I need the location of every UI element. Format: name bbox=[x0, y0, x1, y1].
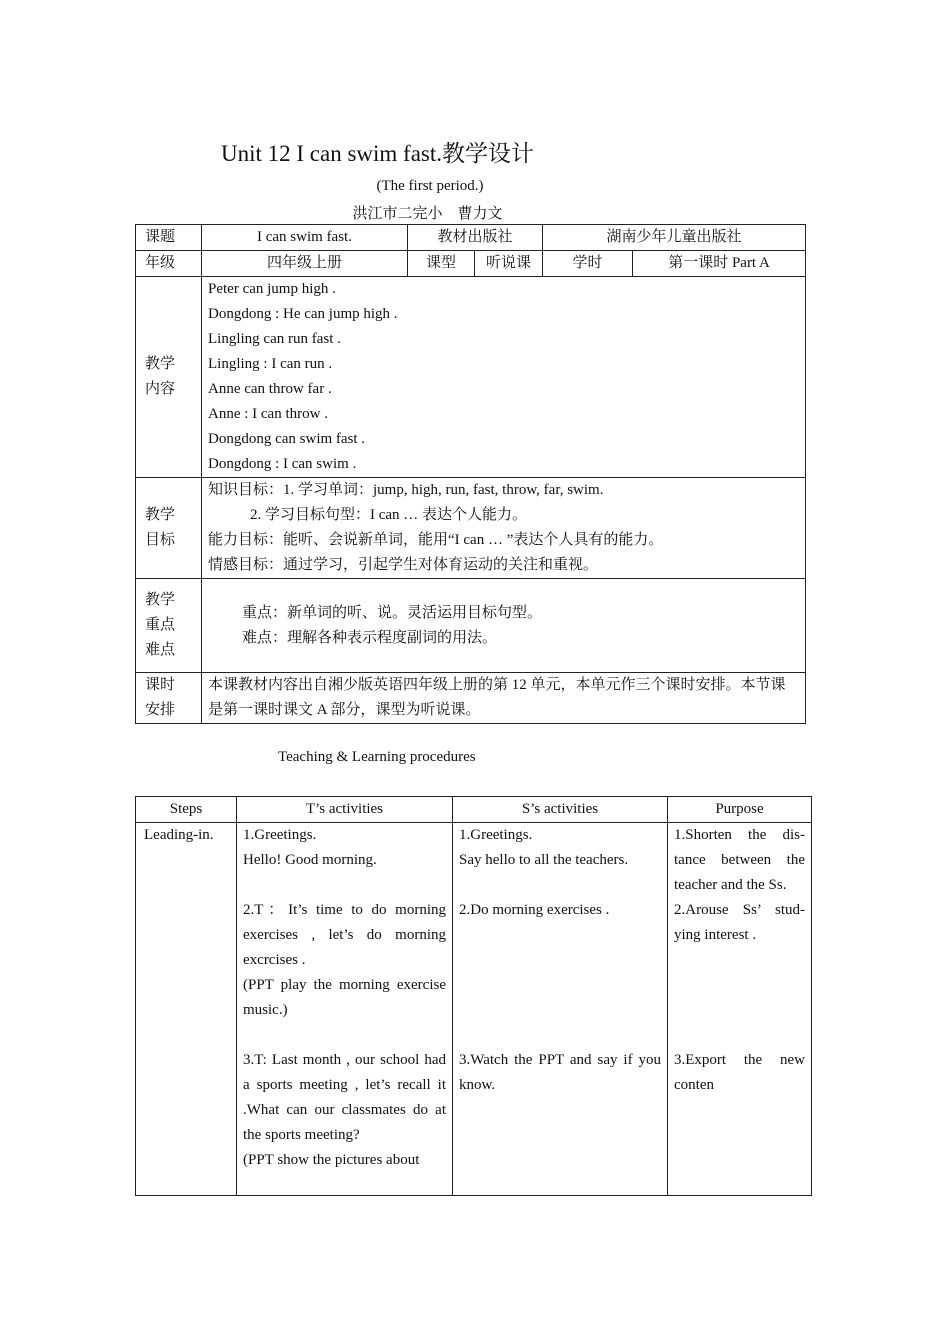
purposes bbox=[668, 823, 812, 1196]
topic-label: 课题 bbox=[136, 225, 202, 251]
teacher-activity: 1.Greetings. bbox=[243, 827, 317, 843]
content-line: Peter can jump high . bbox=[208, 281, 336, 297]
objectives-text bbox=[202, 478, 806, 579]
teacher-activity: 2.T：It’s time to do morning exercises , let’s do morning excrcises . bbox=[243, 902, 446, 968]
grade-value: 四年级上册 bbox=[202, 251, 408, 277]
publisher-value: 湖南少年儿童出版社 bbox=[543, 225, 806, 251]
purpose-item: 1.Shorten the dis-tance between the teacher and the Ss. bbox=[674, 827, 805, 893]
document-author: 洪江市二完小 曹力文 bbox=[352, 206, 503, 222]
info-row-keypoints bbox=[136, 579, 806, 673]
document-title: Unit 12 I can swim fast.教学设计 bbox=[221, 141, 535, 166]
content-line: Dongdong can swim fast . bbox=[208, 431, 366, 447]
teacher-activity: (PPT play the morning exercise music.) bbox=[243, 977, 446, 1018]
teacher-activity: 3.T: Last month , our school had a sports meeting , let’s recall it .What can our classmates do at the sports meeting? bbox=[243, 1052, 446, 1143]
step-name: Leading-in. bbox=[136, 823, 237, 1196]
difficult-point: 难点：理解各种表示程度副词的用法。 bbox=[242, 629, 498, 646]
content-line: Lingling : I can run . bbox=[208, 356, 333, 372]
period-value: 第一课时 Part A bbox=[633, 251, 806, 277]
schedule-label: 课时 安排 bbox=[136, 673, 202, 724]
keypoints-text bbox=[202, 579, 806, 673]
objective-sentence: 2. 学习目标句型：I can … 表达个人能力。 bbox=[250, 507, 528, 523]
purpose-item: 2.Arouse Ss’ stud-ying interest . bbox=[674, 902, 805, 943]
header-purpose: Purpose bbox=[668, 797, 812, 823]
content-line: Anne : I can throw . bbox=[208, 406, 328, 422]
teacher-activity: Hello! Good morning. bbox=[243, 852, 377, 868]
info-row-schedule bbox=[136, 673, 806, 724]
grade-label: 年级 bbox=[136, 251, 202, 277]
student-activity: 2.Do morning exercises . bbox=[459, 902, 610, 918]
topic-value: I can swim fast. bbox=[202, 225, 408, 251]
key-point: 重点：新单词的听、说。灵活运用目标句型。 bbox=[242, 604, 543, 621]
student-activity: 1.Greetings. bbox=[459, 827, 533, 843]
content-line: Anne can throw far . bbox=[208, 381, 332, 397]
document-subtitle: (The first period.) bbox=[376, 178, 484, 194]
objective-ability: 能力目标：能听、会说新单词，能用“I can … ”表达个人具有的能力。 bbox=[208, 532, 664, 548]
header-steps: Steps bbox=[136, 797, 237, 823]
lesson-type-label: 课型 bbox=[408, 251, 475, 277]
purpose-item: 3.Export the new conten bbox=[674, 1052, 805, 1093]
header-student-activities: S’s activities bbox=[453, 797, 668, 823]
info-row-grade bbox=[136, 251, 806, 277]
schedule-text: 本课教材内容出自湘少版英语四年级上册的第 12 单元，本单元作三个课时安排。本节课是第一课时课文 A 部分，课型为听说课。 bbox=[202, 673, 806, 724]
objectives-label: 教学 目标 bbox=[136, 478, 202, 579]
teacher-activities bbox=[237, 823, 453, 1196]
info-row-objectives bbox=[136, 478, 806, 579]
period-label: 学时 bbox=[543, 251, 633, 277]
content-line: Dongdong : He can jump high . bbox=[208, 306, 398, 322]
content-line: Dongdong : I can swim . bbox=[208, 456, 357, 472]
header-teacher-activities: T’s activities bbox=[237, 797, 453, 823]
info-row-topic bbox=[136, 225, 806, 251]
lesson-type-value: 听说课 bbox=[475, 251, 543, 277]
publisher-label: 教材出版社 bbox=[408, 225, 543, 251]
procedures-heading: Teaching & Learning procedures bbox=[278, 749, 476, 765]
info-row-content bbox=[136, 277, 806, 478]
student-activity: Say hello to all the teachers. bbox=[459, 852, 629, 868]
content-lines bbox=[202, 277, 806, 478]
procedure-row-leading-in bbox=[136, 823, 812, 1196]
teacher-activity: (PPT show the pictures about bbox=[243, 1152, 420, 1168]
procedures-header-row bbox=[136, 797, 812, 823]
procedures-table bbox=[135, 796, 812, 1196]
content-line: Lingling can run fast . bbox=[208, 331, 341, 347]
student-activity: 3.Watch the PPT and say if you know. bbox=[459, 1052, 661, 1093]
student-activities bbox=[453, 823, 668, 1196]
content-label: 教学 内容 bbox=[136, 277, 202, 478]
keypoints-label: 教学 重点 难点 bbox=[136, 579, 202, 673]
objective-emotion: 情感目标：通过学习，引起学生对体育运动的关注和重视。 bbox=[208, 557, 599, 573]
lesson-info-table bbox=[135, 224, 806, 724]
objective-knowledge: 知识目标：1. 学习单词：jump, high, run, fast, throw, far, swim. bbox=[208, 482, 604, 498]
